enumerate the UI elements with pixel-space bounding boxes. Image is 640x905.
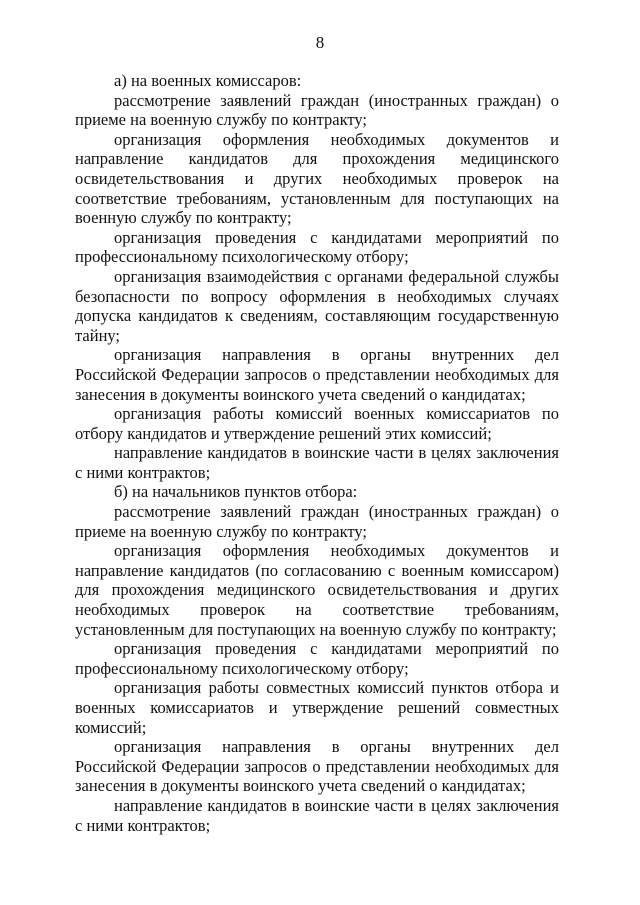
section-a-heading: а) на военных комиссаров: bbox=[114, 71, 302, 90]
paragraph: организация оформления необходимых документов и направление кандидатов для прохождения медицинского освидетельствования и других необходимых проверок на соответствие требованиям, установленным для поступающих на военную службу по контракту; bbox=[75, 129, 559, 228]
section-b-heading: б) на начальников пунктов отбора: bbox=[114, 482, 358, 502]
paragraph: организация оформления необходимых документов и направление кандидатов (по согласованию с военным комиссаром) для прохождения медицинского освидетельствования и других необходимых проверок на соответствие требованиям, установленным для поступающих на военную службу по контракту; bbox=[75, 541, 559, 639]
document-body bbox=[75, 71, 559, 835]
paragraph: организация направления в органы внутренних дел Российской Федерации запросов о представлении необходимых для занесения в документы воинского учета сведений о кандидатах; bbox=[75, 345, 559, 404]
paragraph: рассмотрение заявлений граждан (иностранных граждан) о приеме на военную службу по контракту; bbox=[75, 90, 559, 130]
page-number: 8 bbox=[315, 33, 325, 52]
paragraph: организация взаимодействия с органами федеральной службы безопасности по вопросу оформления в необходимых случаях допуска кандидатов к сведениям, составляющим государственную тайну; bbox=[75, 266, 559, 345]
paragraph: организация работы комиссий военных комиссариатов по отбору кандидатов и утверждение решений этих комиссий; bbox=[75, 404, 559, 443]
paragraph: направление кандидатов в воинские части в целях заключения с ними контрактов; bbox=[75, 443, 559, 482]
paragraph: организация работы совместных комиссий пунктов отбора и военных комиссариатов и утверждение решений совместных комиссий; bbox=[75, 678, 559, 737]
paragraph: рассмотрение заявлений граждан (иностранных граждан) о приеме на военную службу по контракту; bbox=[75, 502, 559, 541]
paragraph: организация направления в органы внутренних дел Российской Федерации запросов о представлении необходимых для занесения в документы воинского учета сведений о кандидатах; bbox=[75, 737, 559, 796]
paragraph: направление кандидатов в воинские части в целях заключения с ними контрактов; bbox=[75, 795, 559, 835]
paragraph: организация проведения с кандидатами мероприятий по профессиональному психологическому отбору; bbox=[75, 639, 559, 678]
paragraph: организация проведения с кандидатами мероприятий по профессиональному психологическому отбору; bbox=[75, 227, 559, 267]
